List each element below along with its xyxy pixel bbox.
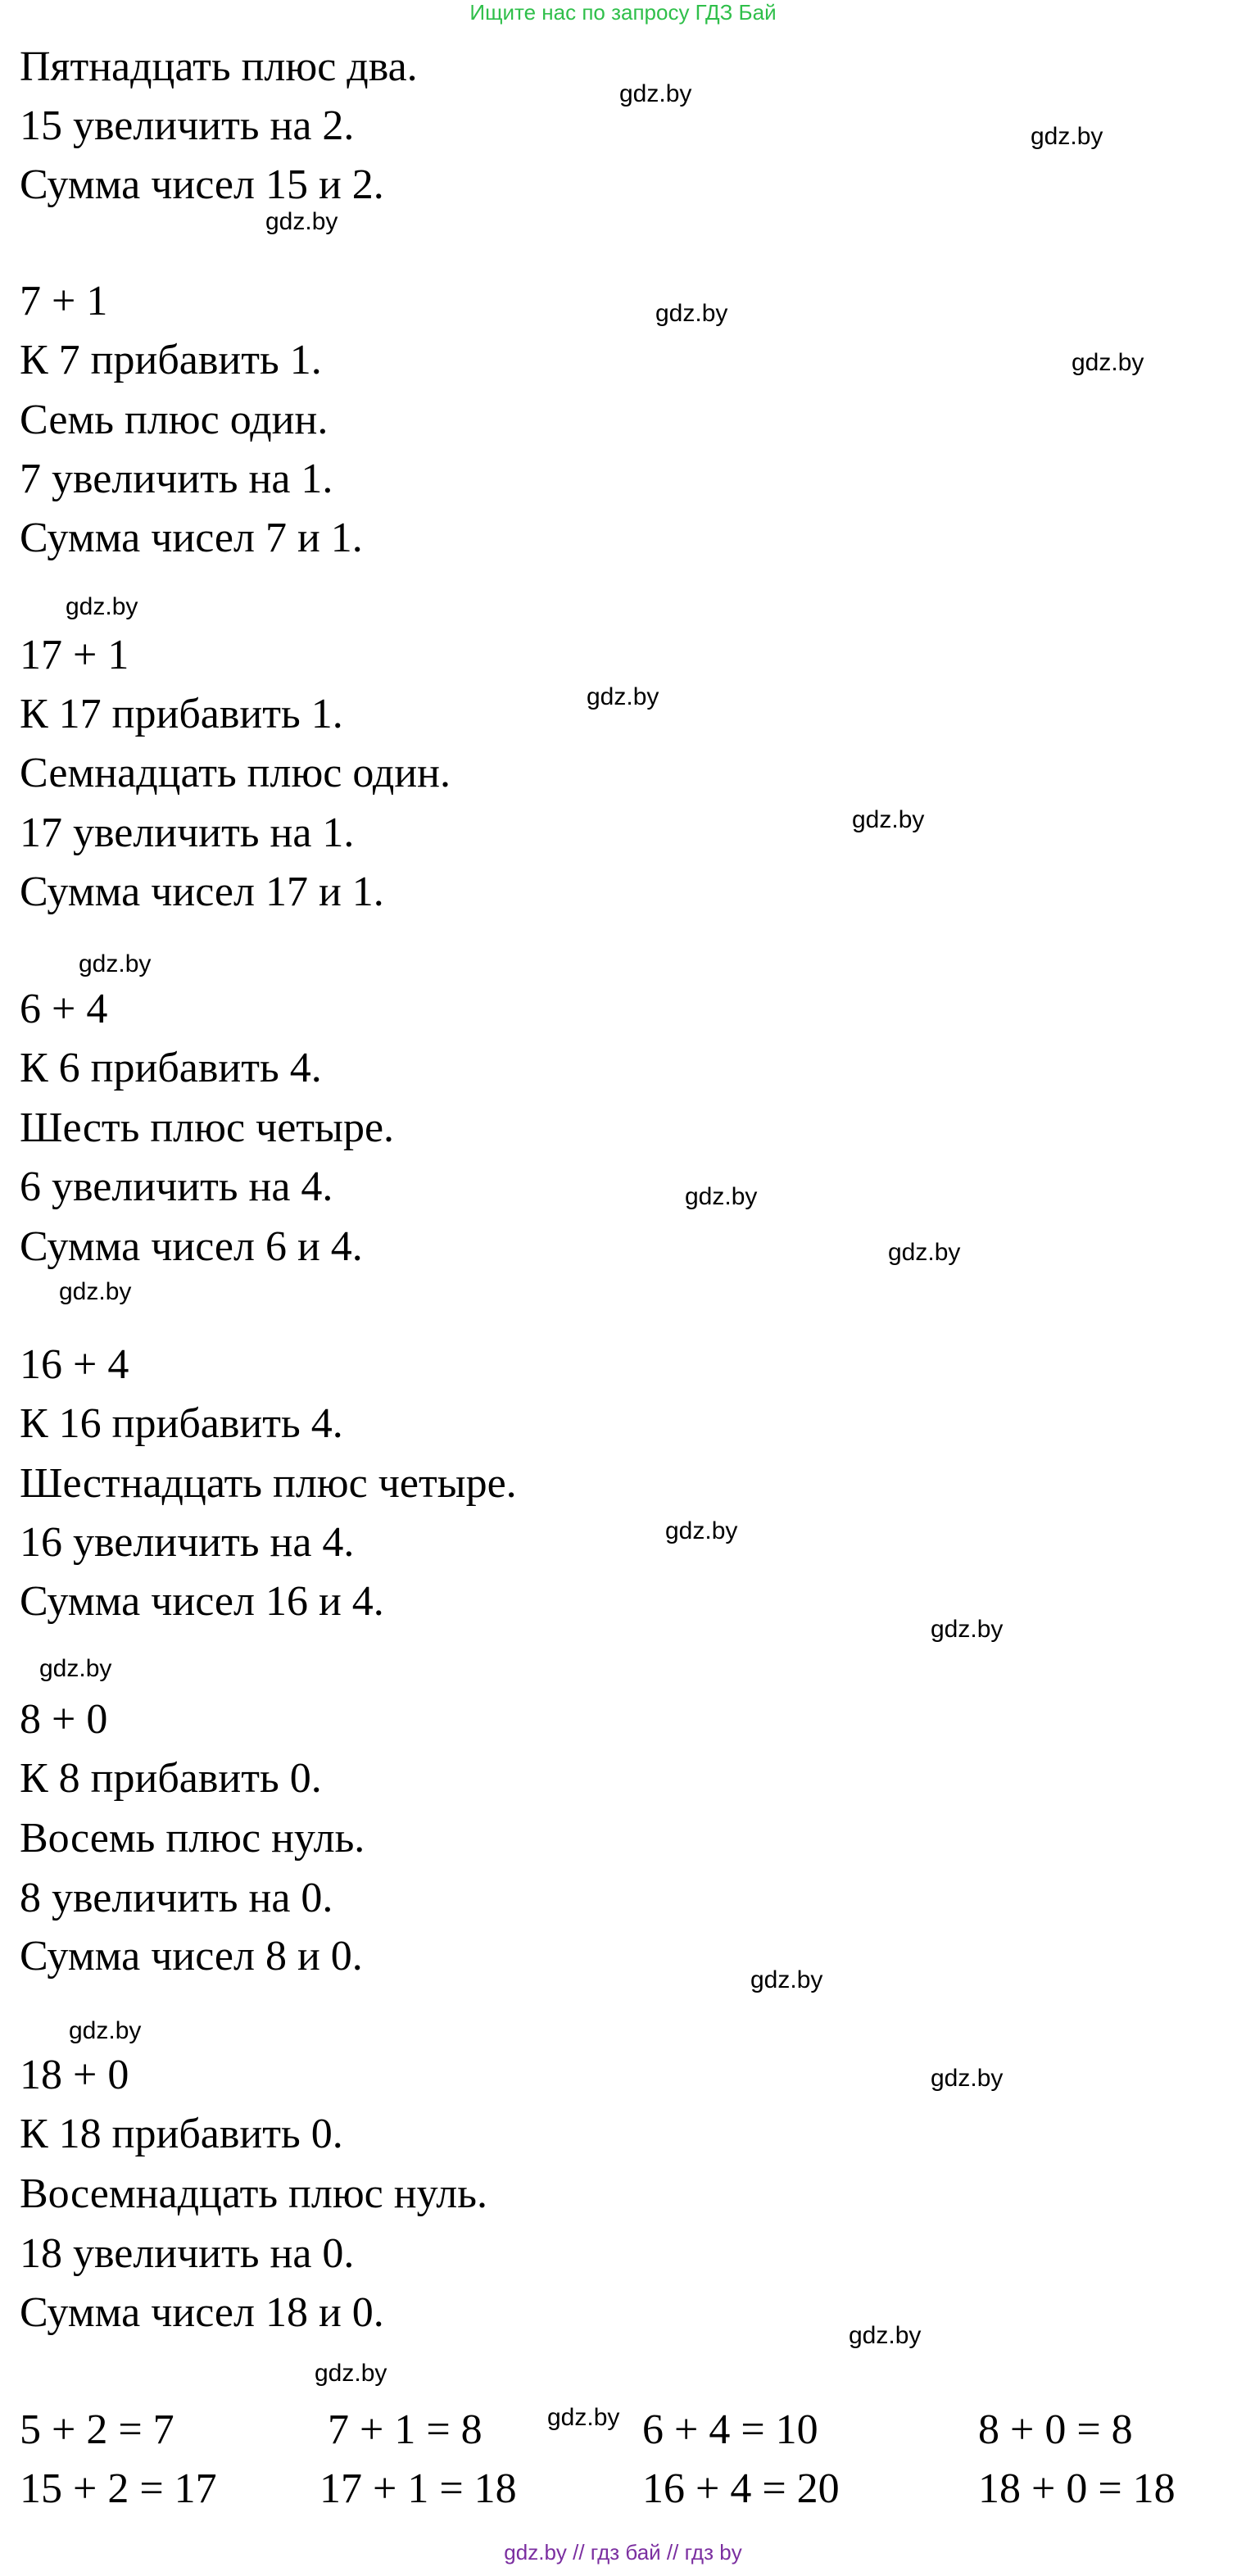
watermark: gdz.by bbox=[750, 1966, 823, 1993]
text-line: 7 увеличить на 1. bbox=[20, 456, 333, 502]
watermark: gdz.by bbox=[66, 593, 138, 620]
text-line: 18 + 0 bbox=[20, 2052, 129, 2098]
watermark: gdz.by bbox=[931, 2065, 1004, 2092]
footer-links: gdz.by // гдз бай // гдз by bbox=[504, 2540, 742, 2565]
watermark: gdz.by bbox=[852, 806, 925, 833]
text-line: Восемь плюс нуль. bbox=[20, 1815, 365, 1862]
text-line: 6 + 4 bbox=[20, 986, 108, 1032]
text-line: Пятнадцать плюс два. bbox=[20, 43, 418, 90]
answer-equation: 6 + 4 = 10 bbox=[642, 2406, 818, 2453]
text-line: Семнадцать плюс один. bbox=[20, 750, 451, 796]
answer-equation: 7 + 1 = 8 bbox=[328, 2406, 483, 2453]
text-line: Шестнадцать плюс четыре. bbox=[20, 1460, 517, 1507]
watermark: gdz.by bbox=[79, 950, 152, 977]
answer-equation: 8 + 0 = 8 bbox=[978, 2406, 1133, 2453]
watermark: gdz.by bbox=[849, 2322, 922, 2349]
text-line: 17 увеличить на 1. bbox=[20, 810, 355, 856]
watermark: gdz.by bbox=[655, 300, 728, 327]
watermark: gdz.by bbox=[1072, 349, 1144, 376]
answer-equation: 18 + 0 = 18 bbox=[978, 2465, 1176, 2512]
watermark: gdz.by bbox=[59, 1278, 132, 1305]
watermark: gdz.by bbox=[619, 80, 692, 107]
watermark: gdz.by bbox=[665, 1517, 738, 1544]
watermark: gdz.by bbox=[888, 1239, 961, 1266]
text-line: Сумма чисел 16 и 4. bbox=[20, 1578, 384, 1625]
text-line: Сумма чисел 17 и 1. bbox=[20, 868, 384, 915]
text-line: К 16 прибавить 4. bbox=[20, 1400, 343, 1447]
answer-equation: 17 + 1 = 18 bbox=[319, 2465, 517, 2512]
text-line: Шесть плюс четыре. bbox=[20, 1104, 395, 1151]
text-line: К 7 прибавить 1. bbox=[20, 337, 322, 383]
answer-equation: 16 + 4 = 20 bbox=[642, 2465, 840, 2512]
text-line: 6 увеличить на 4. bbox=[20, 1163, 333, 1210]
answer-equation: 5 + 2 = 7 bbox=[20, 2406, 174, 2453]
top-banner: Ищите нас по запросу ГДЗ Бай bbox=[469, 0, 777, 25]
watermark: gdz.by bbox=[315, 2360, 387, 2387]
text-line: К 17 прибавить 1. bbox=[20, 691, 343, 737]
text-line: 8 увеличить на 0. bbox=[20, 1875, 333, 1921]
watermark: gdz.by bbox=[69, 2017, 142, 2044]
text-line: К 8 прибавить 0. bbox=[20, 1755, 322, 1802]
text-line: 16 увеличить на 4. bbox=[20, 1519, 355, 1566]
text-line: Сумма чисел 18 и 0. bbox=[20, 2289, 384, 2336]
text-line: Сумма чисел 8 и 0. bbox=[20, 1933, 363, 1980]
watermark: gdz.by bbox=[547, 2404, 620, 2431]
answer-equation: 15 + 2 = 17 bbox=[20, 2465, 217, 2512]
text-line: 17 + 1 bbox=[20, 632, 129, 678]
text-line: Сумма чисел 6 и 4. bbox=[20, 1223, 363, 1270]
watermark: gdz.by bbox=[39, 1655, 112, 1682]
text-line: 15 увеличить на 2. bbox=[20, 102, 355, 149]
text-line: Сумма чисел 7 и 1. bbox=[20, 515, 363, 561]
text-line: 16 + 4 bbox=[20, 1341, 129, 1388]
text-line: К 6 прибавить 4. bbox=[20, 1045, 322, 1091]
watermark: gdz.by bbox=[931, 1616, 1004, 1643]
text-line: Восемнадцать плюс нуль. bbox=[20, 2170, 487, 2217]
text-line: 8 + 0 bbox=[20, 1696, 108, 1743]
text-line: Сумма чисел 15 и 2. bbox=[20, 161, 384, 208]
text-line: 7 + 1 bbox=[20, 278, 108, 324]
text-line: К 18 прибавить 0. bbox=[20, 2111, 343, 2157]
text-line: Семь плюс один. bbox=[20, 397, 328, 443]
watermark: gdz.by bbox=[587, 683, 659, 710]
watermark: gdz.by bbox=[685, 1183, 758, 1210]
watermark: gdz.by bbox=[1031, 123, 1103, 150]
text-line: 18 увеличить на 0. bbox=[20, 2230, 355, 2277]
watermark: gdz.by bbox=[265, 208, 338, 235]
